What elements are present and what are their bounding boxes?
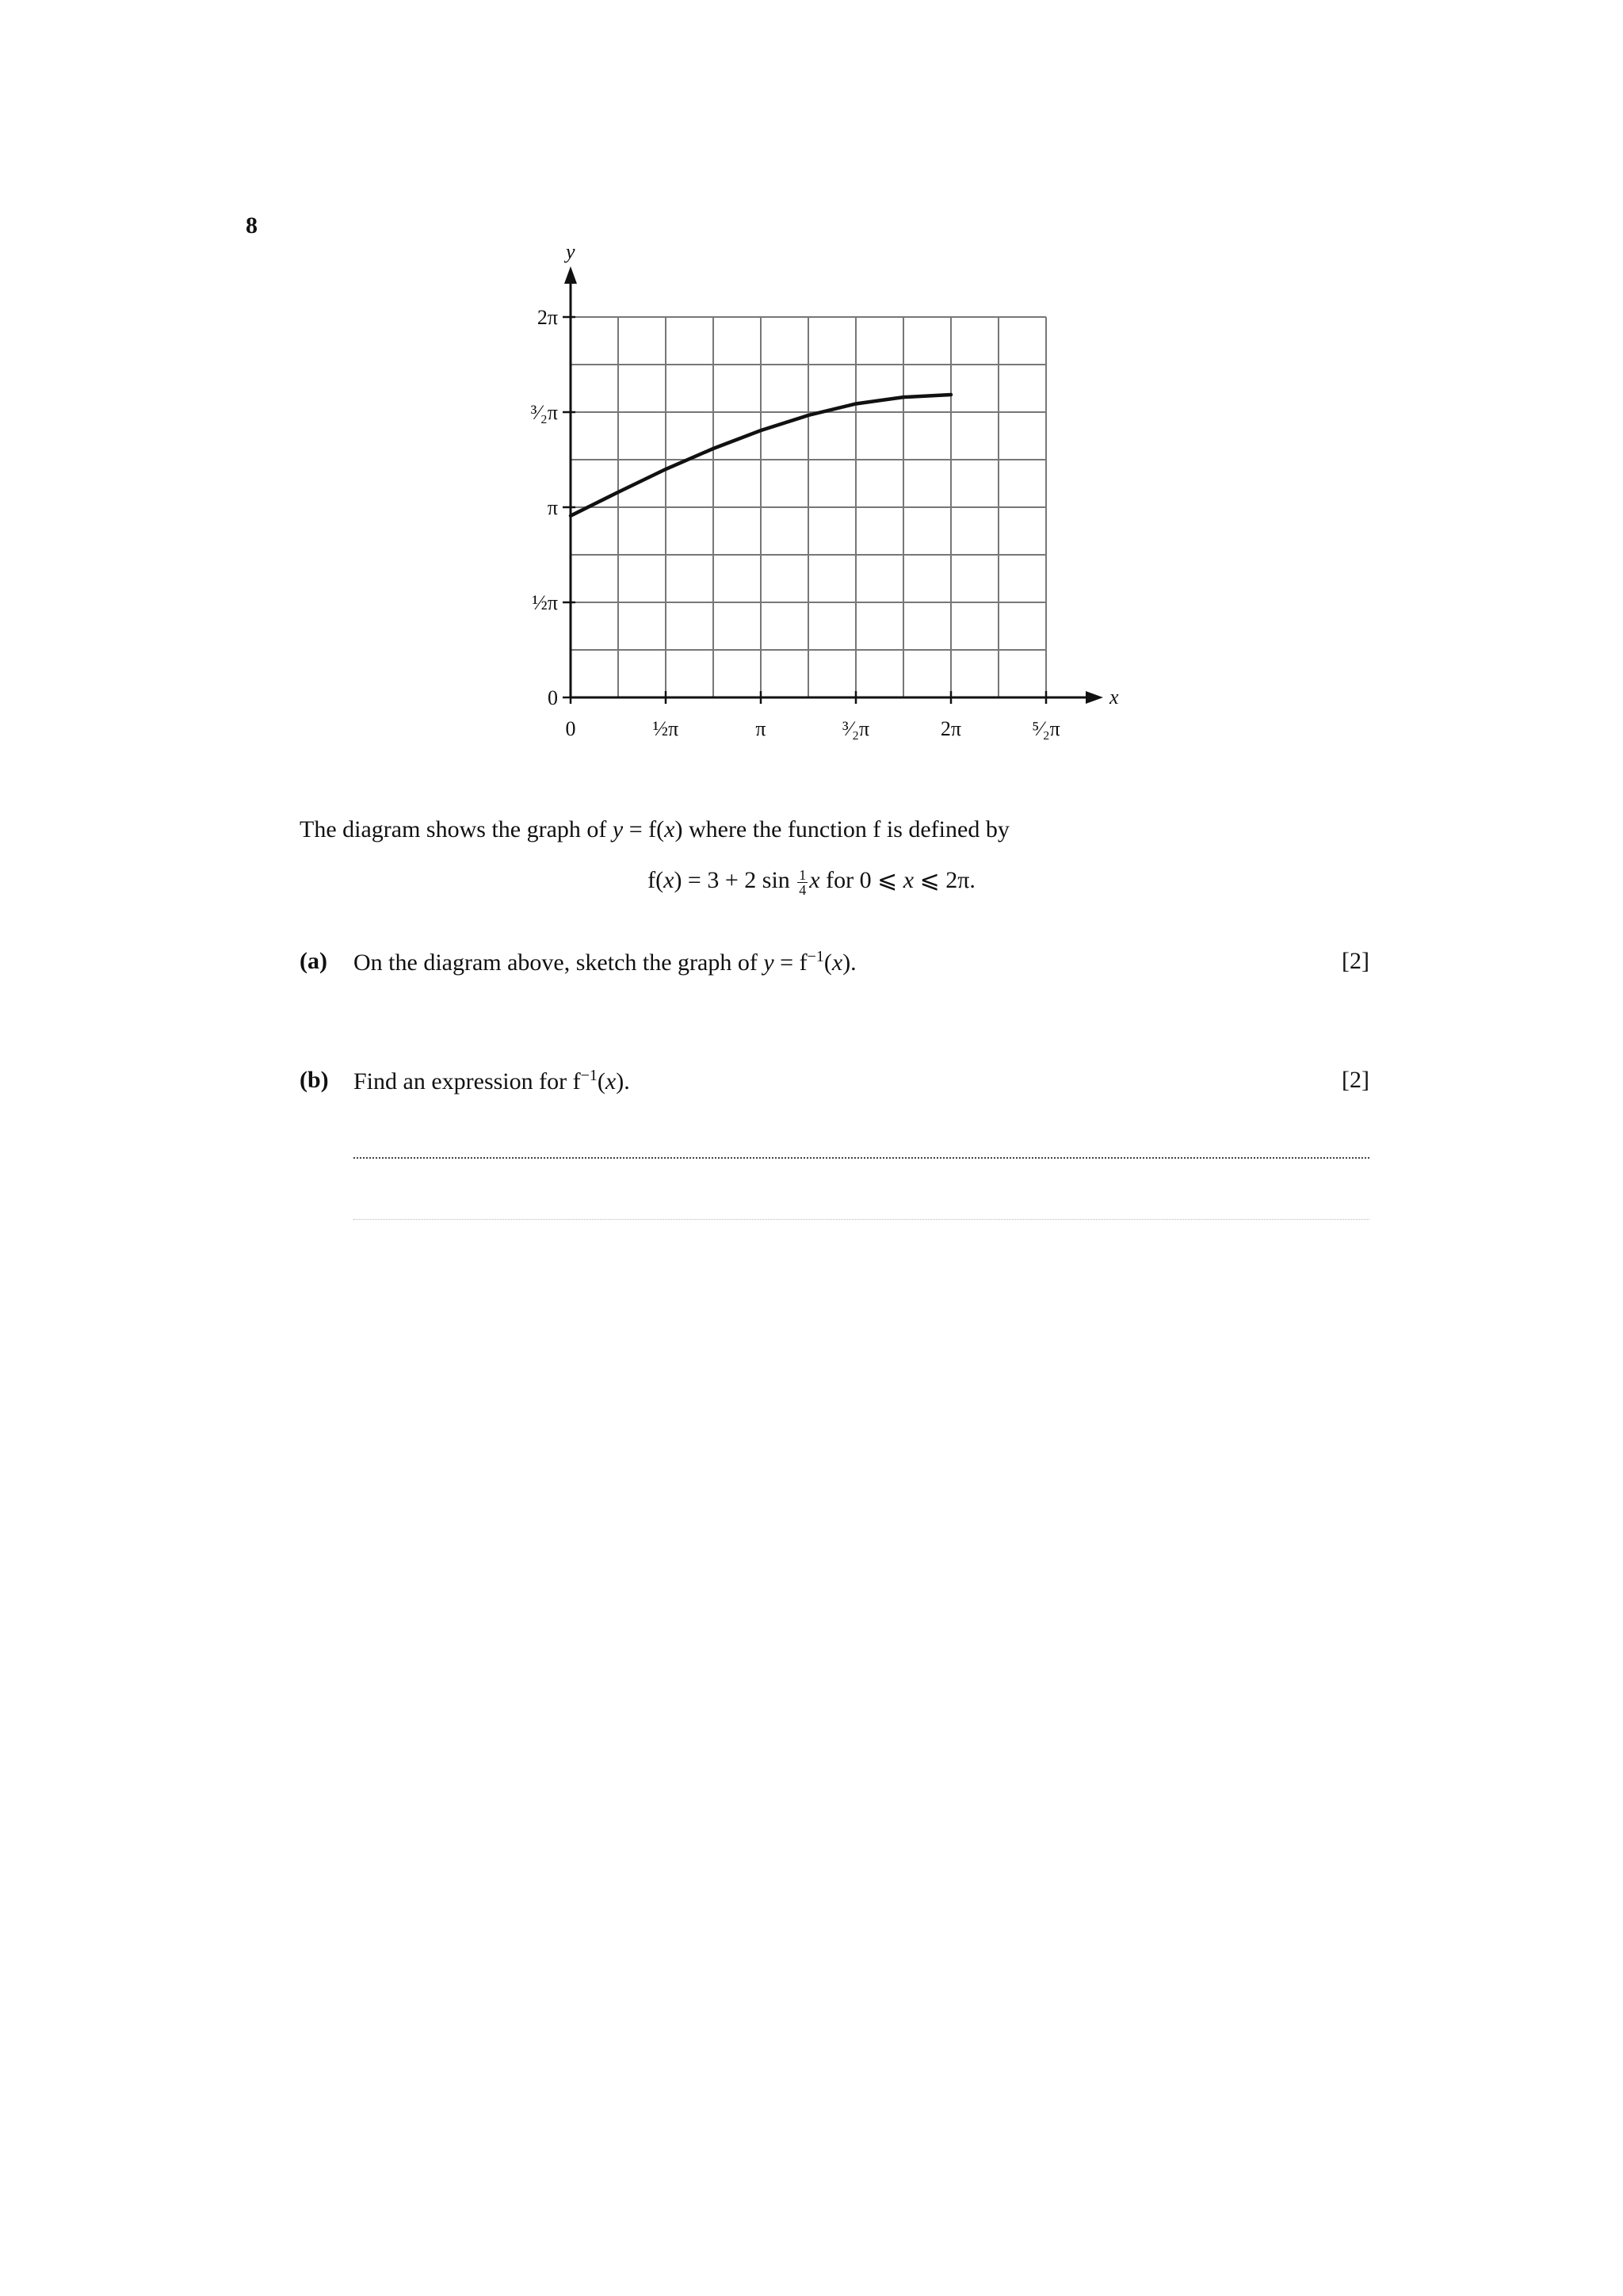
x-axis-label: x xyxy=(1109,686,1119,709)
function-definition xyxy=(0,866,1623,897)
y-tick-label: 2π xyxy=(537,306,558,329)
part-a-inverse-sup: −1 xyxy=(807,948,824,965)
part-b-text-end: ). xyxy=(616,1068,630,1095)
x-tick-label: ⁵⁄₂π xyxy=(1032,717,1060,740)
formula-domain-var: x xyxy=(903,867,915,893)
x-tick-label: 2π xyxy=(940,717,962,740)
x-tick-label: ³⁄₂π xyxy=(842,717,870,740)
intro-var-y: y xyxy=(612,816,624,842)
part-a-paren: ( xyxy=(823,949,832,976)
y-tick-label: ½π xyxy=(532,591,558,614)
y-axis-label: y xyxy=(566,240,575,263)
part-b-text xyxy=(353,1067,630,1095)
part-b-text-start: Find an expression for f xyxy=(353,1068,581,1095)
part-a-text xyxy=(353,948,857,976)
graph-axes xyxy=(563,240,1119,709)
y-axis-arrow-icon xyxy=(564,266,577,284)
answer-line-1[interactable] xyxy=(353,1157,1369,1159)
intro-var-x: x xyxy=(664,816,675,842)
graph-grid xyxy=(571,317,1046,697)
part-b-paren: ( xyxy=(597,1068,605,1095)
x-tick-label: π xyxy=(755,717,766,740)
part-b-label: (b) xyxy=(300,1067,329,1093)
formula-rhs: ) = 3 + 2 sin xyxy=(674,867,796,893)
part-a-var-y: y xyxy=(763,949,774,976)
intro-text-end: ) where the function f is defined by xyxy=(674,816,1010,842)
part-a-eq: = f xyxy=(773,949,808,976)
part-a-label: (a) xyxy=(300,948,327,974)
y-tick-label: ³⁄₂π xyxy=(530,401,558,424)
formula-lhs: f( xyxy=(647,867,664,893)
question-number: 8 xyxy=(246,212,258,239)
formula-domain-end: ⩽ 2π. xyxy=(914,867,976,893)
x-tick-label: ½π xyxy=(652,717,679,740)
formula-domain-start: for 0 ⩽ xyxy=(819,867,903,893)
formula-arg-x: x xyxy=(809,867,820,893)
part-b-var-x: x xyxy=(605,1068,617,1095)
graph-ticks xyxy=(531,306,1060,740)
fraction-denominator: 4 xyxy=(799,881,807,898)
x-axis-arrow-icon xyxy=(1086,691,1103,704)
intro-eq: = f( xyxy=(623,816,665,842)
part-b-inverse-sup: −1 xyxy=(580,1067,598,1084)
answer-line-2[interactable] xyxy=(353,1219,1369,1220)
x-tick-label: 0 xyxy=(565,717,576,740)
y-tick-label: 0 xyxy=(548,686,558,709)
intro-text: The diagram shows the graph of xyxy=(300,816,613,842)
part-a-text-end: ). xyxy=(842,949,857,976)
formula-fraction xyxy=(797,868,808,897)
question-intro xyxy=(300,816,1010,843)
formula-var-x: x xyxy=(663,867,674,893)
function-graph xyxy=(507,230,1141,769)
part-a-text-start: On the diagram above, sketch the graph of xyxy=(353,949,764,976)
part-a-var-x: x xyxy=(831,949,843,976)
fraction-numerator: 1 xyxy=(799,866,807,883)
part-a-marks: [2] xyxy=(1342,948,1369,974)
y-tick-label: π xyxy=(547,496,558,519)
part-b-marks: [2] xyxy=(1342,1067,1369,1093)
